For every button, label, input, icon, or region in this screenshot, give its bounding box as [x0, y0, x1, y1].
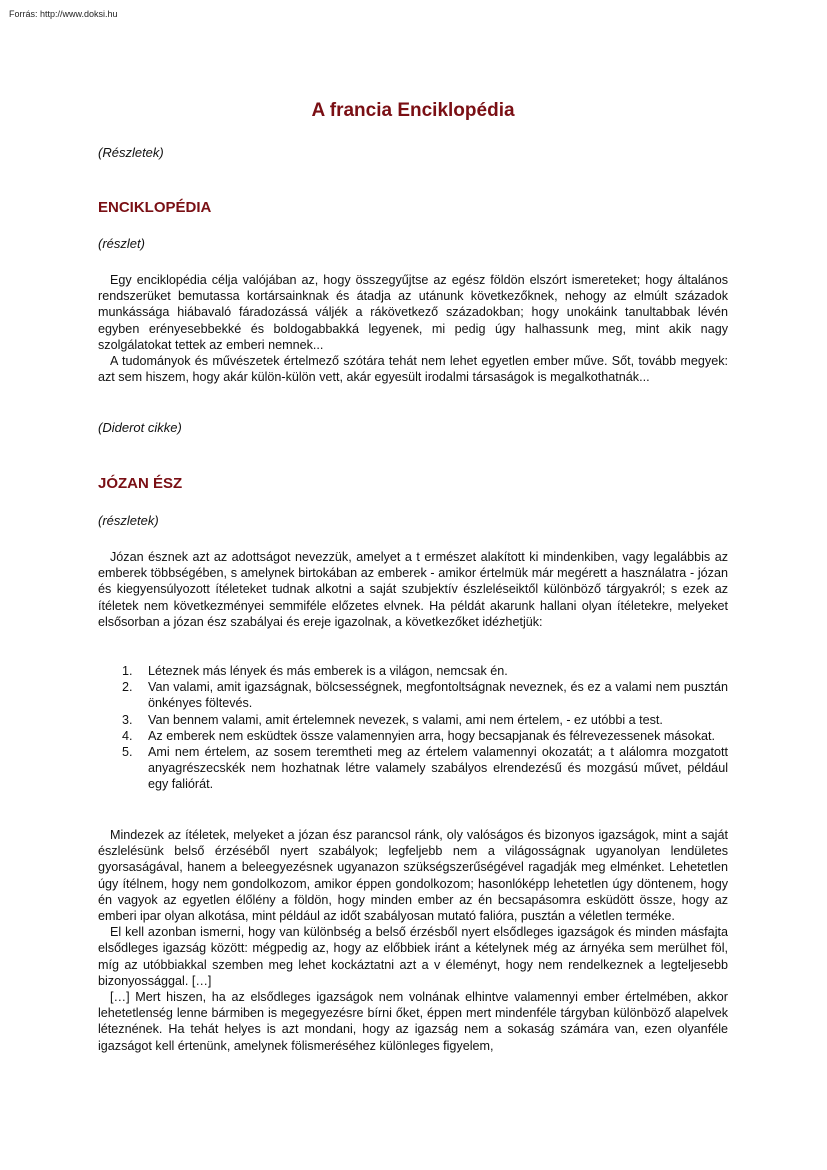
list-item: 5. Ami nem értelem, az sosem teremtheti meg az értelem valamennyi okozatát; a t alálomra mozgatott anyagrészecskék nem hozhatnak létre valamely szabályos elrendezésű és mozgású művet, például egy faliórát. [122, 745, 728, 792]
paragraph: Józan észnek azt az adottságot nevezzük, amelyet a t ermészet alakított ki mindenkiben, vagy legalábbis az emberek többségében, s amelynek birtokában az emberek - amikor értelmük már megérett a használatra - józan és kiegyensúlyozott ítéleteket tudnak alkotni a saját szubjektív észleléseiktől különböző tárgyakról; s ezek az ítéletek nem következményei semmiféle előzetes elvnek. Ha példát akarunk hallani olyan ítéletekre, melyeket elsősorban a józan ész szabályai és ereje igazolnak, a következőket idézhetjük: [98, 550, 728, 629]
list-item: 1. Léteznek más lények és más emberek is a világon, nemcsak én. [122, 664, 508, 678]
attribution: (Diderot cikke) [98, 420, 182, 435]
list-item: 4. Az emberek nem esküdtek össze valamennyien arra, hogy becsapjanak és félrevezessenek másokat. [122, 728, 716, 743]
section-note: (részlet) [98, 236, 145, 251]
section-heading-jozan-esz: JÓZAN ÉSZ [98, 475, 183, 492]
paragraph: A tudományok és művészetek értelmező szótára tehát nem lehet egyetlen ember műve. Sőt, tovább megyek: azt sem hiszem, hogy akár külön-külön vett, akár egyesült irodalmi társaságok is megalkothatnák... [98, 354, 728, 385]
judgement-list [98, 663, 728, 793]
paragraph: Mindezek az ítéletek, melyeket a józan ész parancsol ránk, oly valóságos és bizonyos igazságok, mint a saját észlelésünk belső érzéséből nyert szabályok; legfeljebb nem a világosságnak ugyanolyan lendületes gyorsaságával, hanem a beleegyezésnek ugyanazon szükségszerűségével ragadják meg elménket. Lehetetlen úgy ítélnem, hogy nem gondolkozom, amikor éppen gondolkozom; hasonlóképp lehetetlen úgy döntenem, hogy én vagyok az egyetlen élőlény a földön, hogy minden ember az én becsapásomra esküdött össze, hogy az emberi ipar olyan alkotása, mint például az időt szabályosan mutató falióra, pusztán a véletlen terméke. [98, 828, 728, 924]
section-heading-enciklopedia: ENCIKLOPÉDIA [98, 199, 212, 216]
page-title: A francia Enciklopédia [311, 100, 515, 121]
section2-intro [98, 549, 728, 630]
section1-text [98, 272, 728, 385]
list-item: 2. Van valami, amit igazságnak, bölcsességnek, megfontoltságnak neveznek, és ez a valami nem pusztán önkényes föltevés. [122, 680, 728, 711]
page-subtitle: (Részletek) [98, 145, 164, 160]
list-item: 3. Van bennem valami, amit értelemnek nevezek, s valami, ami nem értelem, - ez utóbbi a test. [122, 712, 663, 727]
paragraph: El kell azonban ismerni, hogy van különbség a belső érzésből nyert elsődleges igazságok és minden másfajta elsődleges igazság között: mégpedig az, hogy az előbbiek iránt a kételynek még az árnyéka sem merülhet föl, míg az utóbbiakkal szemben meg lehet kockáztatni azt a v éleményt, hogy nem rendelkeznek a legteljesebb bizonyossággal. […] [98, 925, 728, 988]
paragraph: […] Mert hiszen, ha az elsődleges igazságok nem volnának elhintve valamennyi ember értelmében, akkor lehetetlenség lenne bármiben is megegyezésre bírni őket, éppen mert mindenféle tárgyban különböző alapelvek léteznének. Ha tehát helyes is azt mondani, hogy az igazság nem a sokaság számára van, ezen olyanféle igazságot kell értenünk, amelynek fölismeréséhez különleges figyelem, [98, 990, 728, 1053]
source-note: Forrás: http://www.doksi.hu [9, 9, 118, 19]
section-note: (részletek) [98, 513, 159, 528]
section2-text [98, 827, 728, 1054]
paragraph: Egy enciklopédia célja valójában az, hogy összegyűjtse az egész földön elszórt ismereteket; hogy általános rendszerüket bemutassa kortársainknak és átadja az utánunk következőknek, nehogy az elmúlt századok munkássága hiábavaló fáradozássá váljék a rákövetkező századokban; hogy unokáink tanultabbak lévén egyben erényesebbekké és boldogabbakká legyenek, mi pedig úgy halhassunk meg, mint akik nagy szolgálatokat tettek az emberi nemnek... [98, 273, 728, 352]
